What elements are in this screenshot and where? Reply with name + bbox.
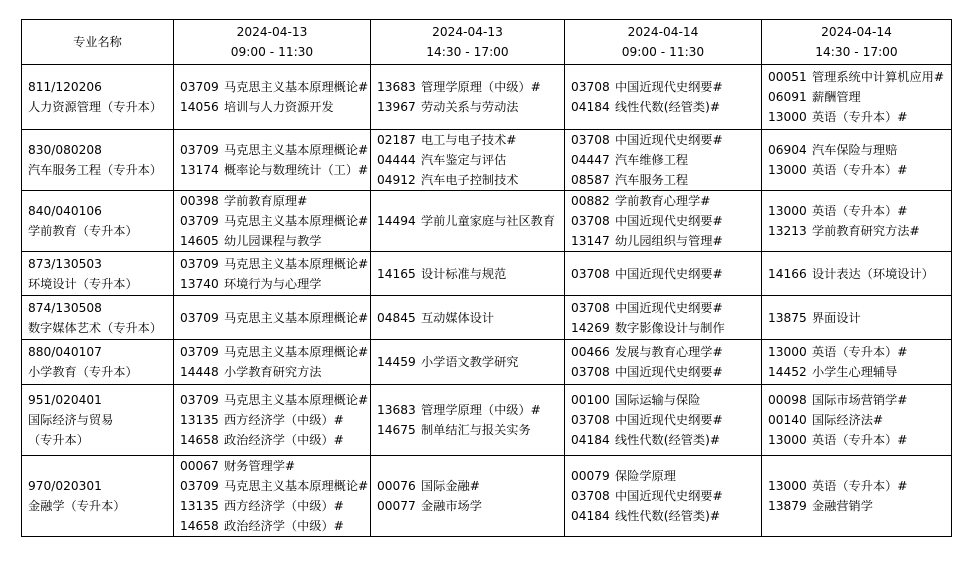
course-entry	[571, 264, 761, 284]
course-name: 国际运输与保险	[615, 393, 701, 407]
session-cell	[565, 385, 762, 456]
header-major	[22, 20, 174, 65]
course-entry	[377, 420, 564, 440]
course-code: 00076	[377, 479, 416, 493]
course-code: 13967	[377, 100, 416, 114]
course-code: 13000	[768, 479, 807, 493]
session-cell	[565, 252, 762, 296]
course-entry	[571, 130, 761, 150]
session-cell	[762, 340, 952, 385]
course-name: 设计表达（环境设计）	[812, 266, 934, 281]
course-code: 06904	[768, 143, 807, 157]
course-entry	[180, 476, 370, 496]
major-code: 874/130508	[28, 300, 102, 315]
major-code: 811/120206	[28, 80, 102, 94]
course-code: 00398	[180, 194, 219, 208]
course-code: 13875	[768, 310, 807, 325]
header-row	[22, 20, 952, 65]
course-entry	[180, 456, 370, 476]
course-entry	[180, 191, 370, 211]
session-cell	[174, 340, 371, 385]
session-cell	[762, 296, 952, 340]
session-cell	[762, 191, 952, 252]
course-code: 00079	[571, 469, 610, 483]
course-name: 幼儿园组织与管理#	[615, 234, 723, 248]
course-name: 设计标准与规范	[421, 266, 507, 281]
course-name: 管理学原理（中级）#	[421, 80, 541, 94]
course-code: 03709	[180, 345, 219, 359]
session-time: 14:30 - 17:00	[815, 45, 898, 59]
session-cell	[174, 130, 371, 191]
session-cell	[762, 252, 952, 296]
course-name: 国际金融#	[421, 479, 480, 493]
course-name: 薪酬管理	[812, 90, 861, 104]
session-date: 2024-04-13	[236, 25, 308, 39]
course-name: 马克思主义基本原理概论#	[224, 310, 369, 325]
table-row	[22, 340, 952, 385]
course-name: 中国近现代史纲要#	[615, 133, 723, 147]
course-entry	[377, 308, 564, 328]
course-name: 小学生心理辅导	[812, 365, 898, 379]
session-cell	[762, 65, 952, 130]
course-code: 03708	[571, 365, 610, 379]
course-entry	[768, 430, 951, 450]
course-entry	[571, 231, 761, 251]
course-code: 13000	[768, 204, 807, 218]
course-entry	[180, 410, 370, 430]
course-code: 13000	[768, 163, 807, 177]
course-name: 环境行为与心理学	[224, 276, 322, 291]
major-code: 873/130503	[28, 256, 102, 271]
session-time: 09:00 - 11:30	[621, 45, 705, 59]
course-code: 08587	[571, 173, 610, 187]
course-code: 00067	[180, 459, 219, 473]
course-code: 03708	[571, 266, 610, 281]
course-code: 14605	[180, 234, 219, 248]
course-code: 13000	[768, 433, 807, 447]
course-entry	[571, 430, 761, 450]
course-code: 03709	[180, 214, 219, 228]
course-name: 英语（专升本）#	[812, 345, 908, 359]
course-entry	[571, 298, 761, 318]
header-session	[565, 20, 762, 65]
course-code: 03709	[180, 393, 219, 407]
course-name: 汽车鉴定与评估	[421, 153, 507, 167]
course-code: 00098	[768, 393, 807, 407]
course-name: 英语（专升本）#	[812, 479, 908, 493]
course-entry	[180, 211, 370, 231]
course-name: 培训与人力资源开发	[224, 100, 334, 114]
course-name: 劳动关系与劳动法	[421, 100, 519, 114]
course-name: 学前教育研究方法#	[812, 224, 920, 238]
course-entry	[571, 390, 761, 410]
course-entry	[571, 486, 761, 506]
course-entry	[768, 67, 951, 87]
course-entry	[768, 107, 951, 127]
course-name: 财务管理学#	[224, 459, 296, 473]
course-name: 管理系统中计算机应用#	[812, 70, 945, 84]
course-entry	[180, 97, 370, 117]
course-code: 13213	[768, 224, 807, 238]
course-name: 汽车电子控制技术	[421, 173, 519, 187]
course-code: 03708	[571, 489, 610, 503]
major-name: 数字媒体艺术（专升本）	[28, 320, 163, 335]
course-name: 保险学原理	[615, 469, 676, 483]
course-name: 电工与电子技术#	[421, 133, 517, 147]
table-row	[22, 296, 952, 340]
session-time: 14:30 - 17:00	[426, 45, 509, 59]
course-entry	[768, 160, 951, 180]
course-code: 13740	[180, 276, 219, 291]
course-name: 汽车保险与理赔	[812, 143, 898, 157]
course-name: 数字影像设计与制作	[615, 320, 725, 335]
major-cell	[22, 340, 174, 385]
course-code: 03709	[180, 310, 219, 325]
course-code: 03708	[571, 80, 610, 94]
course-name: 概率论与数理统计（工）#	[224, 163, 369, 177]
course-name: 中国近现代史纲要#	[615, 413, 723, 427]
course-entry	[377, 264, 564, 284]
major-name: 学前教育（专升本）	[28, 224, 138, 238]
course-name: 政治经济学（中级）#	[224, 519, 344, 533]
course-entry	[180, 160, 370, 180]
course-code: 00466	[571, 345, 610, 359]
course-name: 汽车服务工程	[615, 173, 689, 187]
course-name: 英语（专升本）#	[812, 163, 908, 177]
course-code: 14459	[377, 355, 416, 369]
course-code: 13683	[377, 403, 416, 417]
course-name: 马克思主义基本原理概论#	[224, 393, 369, 407]
course-entry	[377, 130, 564, 150]
header-session	[371, 20, 565, 65]
course-name: 马克思主义基本原理概论#	[224, 143, 369, 157]
header-major-label: 专业名称	[73, 35, 122, 49]
course-name: 中国近现代史纲要#	[615, 80, 723, 94]
course-entry	[768, 390, 951, 410]
course-name: 小学教育研究方法	[224, 365, 322, 379]
course-name: 马克思主义基本原理概论#	[224, 214, 369, 228]
course-entry	[180, 231, 370, 251]
session-cell	[371, 130, 565, 191]
course-code: 13135	[180, 413, 219, 427]
course-entry	[571, 362, 761, 382]
course-entry	[768, 87, 951, 107]
course-entry	[768, 496, 951, 516]
course-name: 中国近现代史纲要#	[615, 489, 723, 503]
course-name: 界面设计	[812, 310, 861, 325]
session-time: 09:00 - 11:30	[230, 45, 314, 59]
course-entry	[377, 352, 564, 372]
table-row	[22, 456, 952, 537]
course-name: 汽车维修工程	[615, 153, 689, 167]
course-name: 学前教育原理#	[224, 194, 308, 208]
session-date: 2024-04-14	[821, 25, 892, 39]
course-entry	[768, 308, 951, 328]
course-entry	[180, 430, 370, 450]
major-cell	[22, 456, 174, 537]
course-code: 04912	[377, 173, 416, 187]
course-code: 13879	[768, 499, 807, 513]
major-code: 830/080208	[28, 143, 102, 157]
course-code: 14056	[180, 100, 219, 114]
course-entry	[768, 342, 951, 362]
major-name: 金融学（专升本）	[28, 499, 126, 513]
major-cell	[22, 296, 174, 340]
course-entry	[180, 390, 370, 410]
course-name: 金融市场学	[421, 499, 482, 513]
major-cell	[22, 252, 174, 296]
course-code: 03708	[571, 300, 610, 315]
session-cell	[371, 65, 565, 130]
course-entry	[180, 516, 370, 536]
course-name: 马克思主义基本原理概论#	[224, 256, 369, 271]
course-entry	[180, 362, 370, 382]
course-entry	[571, 150, 761, 170]
course-code: 03709	[180, 143, 219, 157]
course-entry	[768, 221, 951, 241]
session-cell	[174, 191, 371, 252]
session-cell	[762, 456, 952, 537]
course-entry	[768, 201, 951, 221]
course-name: 英语（专升本）#	[812, 433, 908, 447]
course-name: 学前教育心理学#	[615, 194, 711, 208]
course-code: 14166	[768, 266, 807, 281]
session-cell	[565, 296, 762, 340]
course-code: 00882	[571, 194, 610, 208]
course-name: 马克思主义基本原理概论#	[224, 479, 369, 493]
session-cell	[371, 296, 565, 340]
course-entry	[571, 506, 761, 526]
course-name: 英语（专升本）#	[812, 204, 908, 218]
course-code: 14658	[180, 433, 219, 447]
course-entry	[768, 476, 951, 496]
course-code: 13147	[571, 234, 610, 248]
course-entry	[377, 496, 564, 516]
table-body	[22, 65, 952, 537]
course-entry	[768, 140, 951, 160]
exam-schedule-table	[21, 19, 952, 537]
course-entry	[377, 211, 564, 231]
session-cell	[174, 252, 371, 296]
session-cell	[174, 296, 371, 340]
course-code: 04184	[571, 100, 610, 114]
header-session	[762, 20, 952, 65]
course-entry	[180, 342, 370, 362]
course-entry	[377, 476, 564, 496]
session-cell	[762, 385, 952, 456]
course-name: 金融营销学	[812, 499, 873, 513]
course-entry	[180, 77, 370, 97]
course-name: 线性代数(经管类)#	[615, 433, 721, 447]
course-code: 14269	[571, 320, 610, 335]
major-name: 人力资源管理（专升本）	[28, 100, 163, 114]
course-name: 马克思主义基本原理概论#	[224, 345, 369, 359]
course-entry	[571, 77, 761, 97]
course-name: 中国近现代史纲要#	[615, 365, 723, 379]
course-entry	[571, 211, 761, 231]
course-code: 03709	[180, 80, 219, 94]
major-name: 环境设计（专升本）	[28, 276, 138, 291]
course-name: 西方经济学（中级）#	[224, 499, 344, 513]
course-entry	[571, 410, 761, 430]
session-cell	[371, 340, 565, 385]
course-code: 14452	[768, 365, 807, 379]
major-cell	[22, 65, 174, 130]
major-cell	[22, 130, 174, 191]
session-cell	[371, 252, 565, 296]
course-code: 00077	[377, 499, 416, 513]
course-name: 马克思主义基本原理概论#	[224, 80, 369, 94]
session-date: 2024-04-13	[432, 25, 503, 39]
course-entry	[377, 150, 564, 170]
major-code: 840/040106	[28, 204, 102, 218]
session-cell	[565, 456, 762, 537]
table-row	[22, 385, 952, 456]
session-cell	[174, 456, 371, 537]
course-entry	[377, 170, 564, 190]
course-code: 14675	[377, 423, 416, 437]
course-name: 幼儿园课程与教学	[224, 234, 322, 248]
session-cell	[371, 456, 565, 537]
course-code: 03709	[180, 256, 219, 271]
table-row	[22, 130, 952, 191]
major-name: 小学教育（专升本）	[28, 365, 138, 379]
course-entry	[377, 77, 564, 97]
course-entry	[571, 342, 761, 362]
course-entry	[571, 466, 761, 486]
session-cell	[762, 130, 952, 191]
course-entry	[377, 97, 564, 117]
session-cell	[565, 340, 762, 385]
course-code: 06091	[768, 90, 807, 104]
course-code: 03708	[571, 413, 610, 427]
course-code: 13135	[180, 499, 219, 513]
major-cell	[22, 191, 174, 252]
course-name: 英语（专升本）#	[812, 110, 908, 124]
course-name: 国际市场营销学#	[812, 393, 908, 407]
course-name: 制单结汇与报关实务	[421, 423, 531, 437]
major-name: 汽车服务工程（专升本）	[28, 163, 163, 177]
session-cell	[371, 191, 565, 252]
course-entry	[768, 362, 951, 382]
course-entry	[377, 400, 564, 420]
course-name: 中国近现代史纲要#	[615, 266, 723, 281]
course-entry	[571, 191, 761, 211]
table-row	[22, 252, 952, 296]
major-code: 970/020301	[28, 479, 102, 493]
major-name: 国际经济与贸易	[28, 413, 114, 427]
course-code: 13683	[377, 80, 416, 94]
session-cell	[174, 65, 371, 130]
course-name: 小学语文教学研究	[421, 355, 519, 369]
course-name: 中国近现代史纲要#	[615, 214, 723, 228]
course-code: 14658	[180, 519, 219, 533]
session-cell	[371, 385, 565, 456]
course-code: 04447	[571, 153, 610, 167]
course-name: 国际经济法#	[812, 413, 884, 427]
course-code: 13000	[768, 110, 807, 124]
course-name: 发展与教育心理学#	[615, 345, 723, 359]
course-entry	[571, 318, 761, 338]
course-entry	[768, 410, 951, 430]
course-code: 03708	[571, 133, 610, 147]
course-name: 互动媒体设计	[421, 310, 495, 325]
header-session	[174, 20, 371, 65]
course-name: 西方经济学（中级）#	[224, 413, 344, 427]
course-code: 13174	[180, 163, 219, 177]
session-cell	[565, 130, 762, 191]
session-cell	[174, 385, 371, 456]
session-cell	[565, 65, 762, 130]
table-row	[22, 191, 952, 252]
course-entry	[180, 254, 370, 274]
course-entry	[180, 308, 370, 328]
table-row	[22, 65, 952, 130]
course-entry	[180, 496, 370, 516]
course-code: 14494	[377, 214, 416, 228]
course-code: 03709	[180, 479, 219, 493]
course-entry	[571, 170, 761, 190]
course-code: 14165	[377, 266, 416, 281]
course-code: 02187	[377, 133, 416, 147]
course-entry	[571, 97, 761, 117]
course-entry	[180, 274, 370, 294]
major-cell	[22, 385, 174, 456]
course-name: 线性代数(经管类)#	[615, 100, 721, 114]
course-entry	[180, 140, 370, 160]
major-name: （专升本）	[28, 433, 89, 447]
course-name: 政治经济学（中级）#	[224, 433, 344, 447]
course-code: 03708	[571, 214, 610, 228]
course-name: 管理学原理（中级）#	[421, 403, 541, 417]
course-entry	[768, 264, 951, 284]
course-code: 00140	[768, 413, 807, 427]
course-code: 04845	[377, 310, 416, 325]
course-code: 13000	[768, 345, 807, 359]
course-name: 中国近现代史纲要#	[615, 300, 723, 315]
course-code: 04184	[571, 433, 610, 447]
course-code: 00051	[768, 70, 807, 84]
session-cell	[565, 191, 762, 252]
major-code: 880/040107	[28, 345, 102, 359]
course-code: 14448	[180, 365, 219, 379]
course-name: 线性代数(经管类)#	[615, 509, 721, 523]
course-code: 00100	[571, 393, 610, 407]
course-name: 学前儿童家庭与社区教育	[421, 214, 556, 228]
course-code: 04444	[377, 153, 416, 167]
session-date: 2024-04-14	[627, 25, 699, 39]
course-code: 04184	[571, 509, 610, 523]
major-code: 951/020401	[28, 393, 102, 407]
